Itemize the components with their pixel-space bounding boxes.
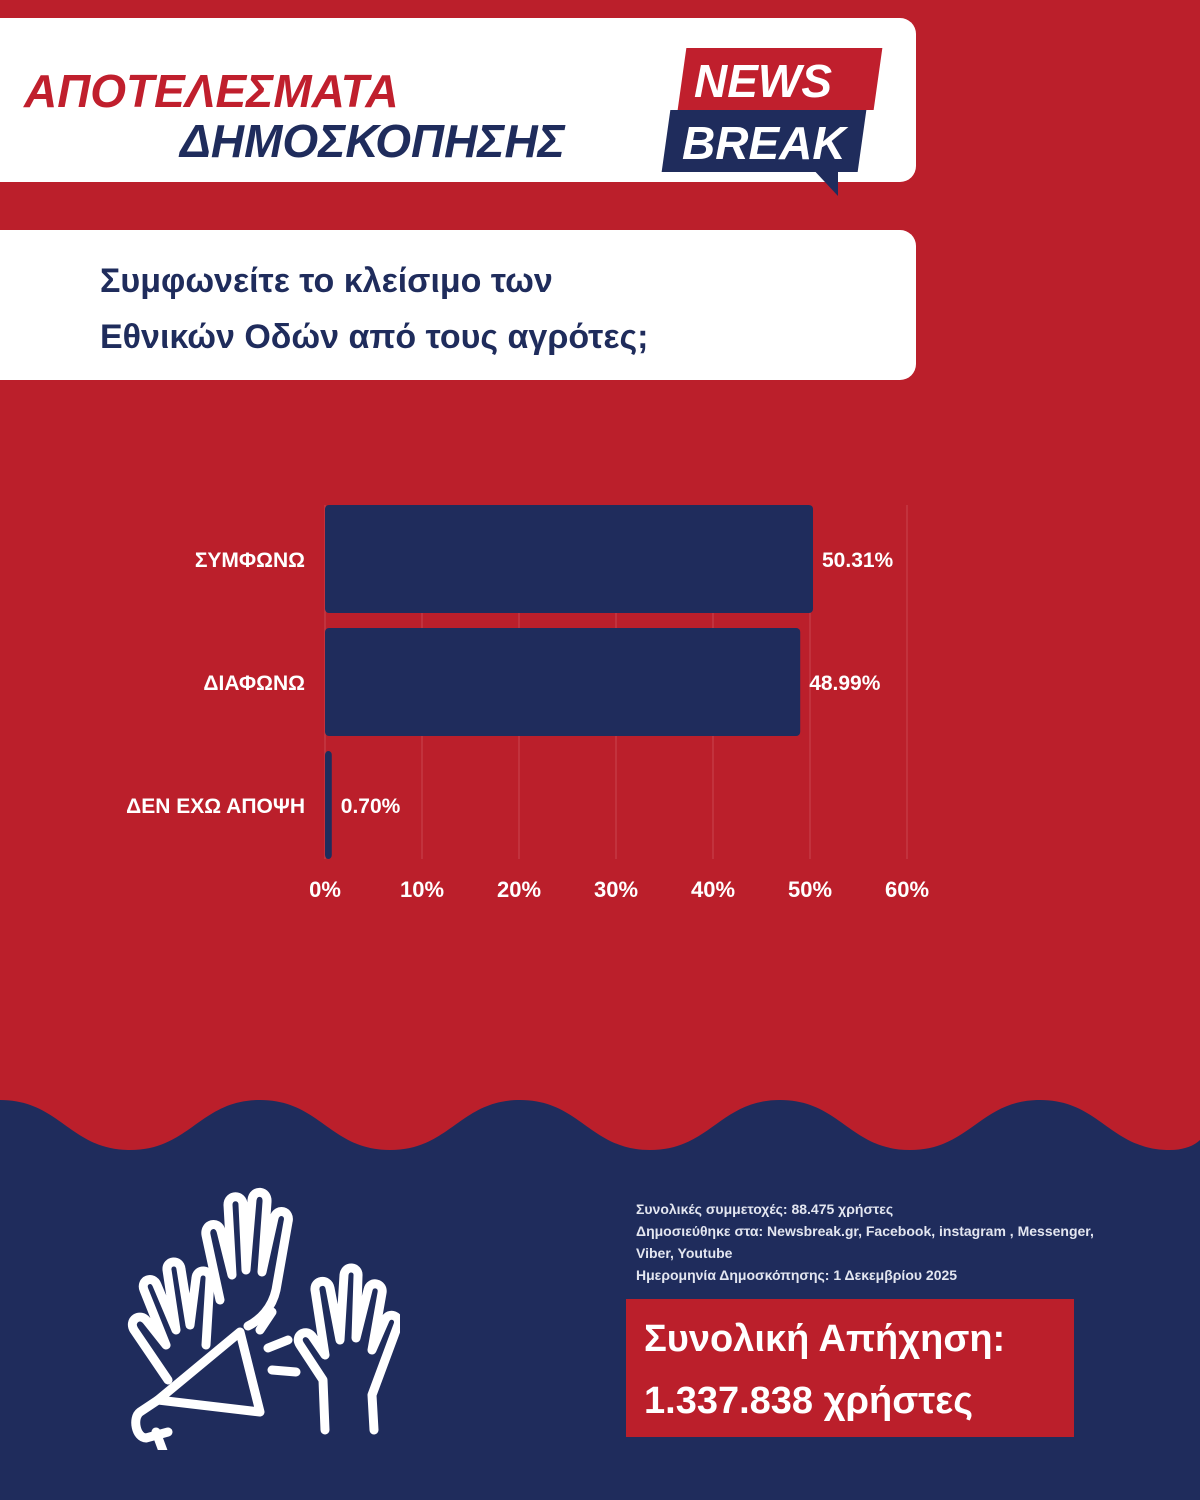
value-label: 50.31% — [822, 549, 894, 572]
logo-break-text: BREAK — [682, 117, 846, 169]
poll-bar-chart — [0, 480, 1200, 920]
total-reach-value: 1.337.838 χρήστες — [644, 1380, 973, 1422]
category-label: ΔΙΑΦΩΝΩ — [203, 672, 305, 695]
newsbreak-logo[interactable] — [660, 48, 880, 198]
logo-news-text: NEWS — [694, 55, 832, 107]
x-tick-label: 60% — [884, 877, 930, 902]
info-participations: Συνολικές συμμετοχές: 88.475 χρήστες — [636, 1201, 894, 1217]
x-tick-label: 30% — [593, 877, 639, 902]
question-line1: Συμφωνείτε το κλείσιμο των — [100, 262, 553, 300]
question-card — [0, 230, 916, 380]
x-tick-label: 40% — [690, 877, 736, 902]
info-published-line2: Viber, Youtube — [636, 1245, 733, 1261]
bar — [325, 505, 813, 613]
category-label: ΔΕΝ ΕΧΩ ΑΠΟΨΗ — [126, 795, 305, 818]
bar — [325, 628, 800, 736]
raised-hands-megaphone-icon — [110, 1180, 400, 1450]
x-tick-label: 20% — [496, 877, 542, 902]
info-poll-date: Ημερομηνία Δημοσκόπησης: 1 Δεκεμβρίου 2025 — [636, 1267, 958, 1283]
x-tick-label: 0% — [309, 877, 341, 902]
bar — [325, 751, 332, 859]
value-label: 48.99% — [809, 672, 881, 695]
question-line2: Εθνικών Οδών από τους αγρότες; — [100, 318, 649, 356]
logo-speech-tail — [810, 166, 838, 196]
header-title-line2: ΔΗΜΟΣΚΟΠΗΣΗΣ — [180, 115, 565, 167]
header-title-line1: ΑΠΟΤΕΛΕΣΜΑΤΑ — [24, 65, 399, 117]
x-tick-label: 50% — [787, 877, 833, 902]
category-label: ΣΥΜΦΩΝΩ — [194, 549, 305, 572]
info-published-line1: Δημοσιεύθηκε στα: Newsbreak.gr, Facebook, instagram , Messenger, — [636, 1223, 1094, 1239]
x-tick-label: 10% — [399, 877, 445, 902]
value-label: 0.70% — [340, 795, 401, 818]
total-reach-label: Συνολική Απήχηση: — [644, 1318, 1006, 1360]
